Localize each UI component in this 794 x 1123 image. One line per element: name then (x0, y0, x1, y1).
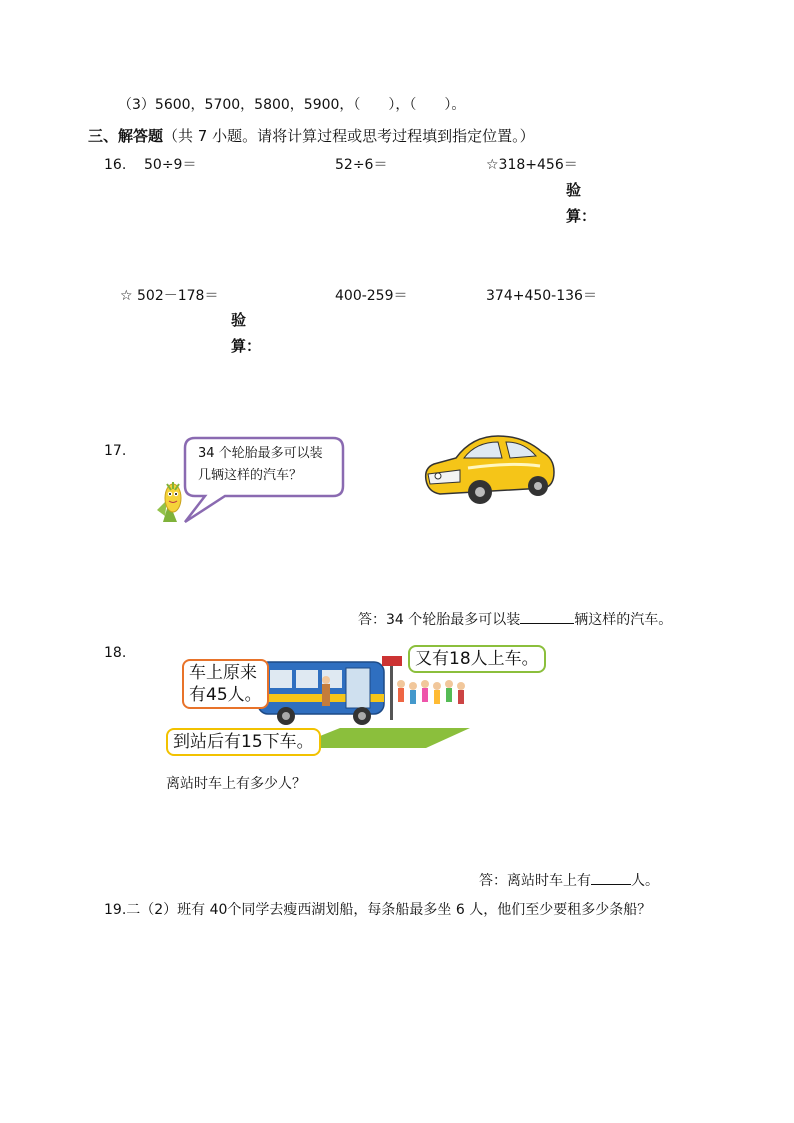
bubble-line-2: 几辆这样的汽车？ (198, 468, 303, 483)
q16-expr-1: 50÷9＝ (144, 157, 197, 173)
q17-number: 17. (104, 443, 127, 459)
sign-boarding: 又有18人上车。 (408, 645, 546, 673)
q16-expr-3: ☆318+456＝ (486, 157, 578, 173)
check-label-1a: 验 (566, 181, 582, 199)
check-label-1b: 算： (566, 207, 597, 225)
sign-alighting: 到站后有15下车。 (166, 728, 321, 756)
q3-sequence: （3）5600，5700，5800，5900，（ ），（ ）。 (118, 97, 466, 113)
section-note: （共 7 小题。请将计算过程或思考过程填到指定位置。） (163, 127, 535, 145)
q18-answer (479, 870, 659, 890)
sign-left-line-2: 有45人。 (189, 685, 262, 705)
q18-number: 18. (104, 645, 127, 661)
taxi-car-illustration (420, 428, 560, 508)
q16-expr-4: ☆ 502－178＝ (120, 288, 219, 304)
sign-original-passengers (182, 659, 269, 709)
q18-answer-suffix: 人。 (631, 873, 659, 889)
section-heading (88, 127, 535, 145)
children-group-icon (397, 680, 465, 704)
q16-expr-5: 400-259＝ (335, 288, 408, 304)
corn-mascot-icon (157, 482, 181, 522)
q17-answer-suffix: 辆这样的汽车。 (574, 612, 673, 628)
check-label-2a: 验 (231, 311, 247, 329)
q17-answer-blank[interactable] (520, 609, 574, 624)
bubble-line-1: 34 个轮胎最多可以装 (198, 446, 323, 461)
sign-left-line-1: 车上原来 (189, 663, 257, 683)
q16-expr-6: 374+450-136＝ (486, 288, 597, 304)
section-title: 三、解答题 (88, 127, 164, 145)
q16-number: 16. (104, 157, 127, 173)
q17-answer (358, 609, 672, 629)
q18-answer-blank[interactable] (591, 870, 631, 885)
q19-text: 19.二（2）班有 40个同学去瘦西湖划船，每条船最多坐 6 人，他们至少要租多少条船？ (104, 902, 652, 918)
q18-answer-prefix: 答：离站时车上有 (479, 873, 591, 889)
q16-expr-2: 52÷6＝ (335, 157, 388, 173)
q17-answer-prefix: 答：34 个轮胎最多可以装 (358, 612, 521, 628)
check-label-2b: 算： (231, 337, 262, 355)
q18-question: 离站时车上有多少人？ (166, 776, 306, 792)
